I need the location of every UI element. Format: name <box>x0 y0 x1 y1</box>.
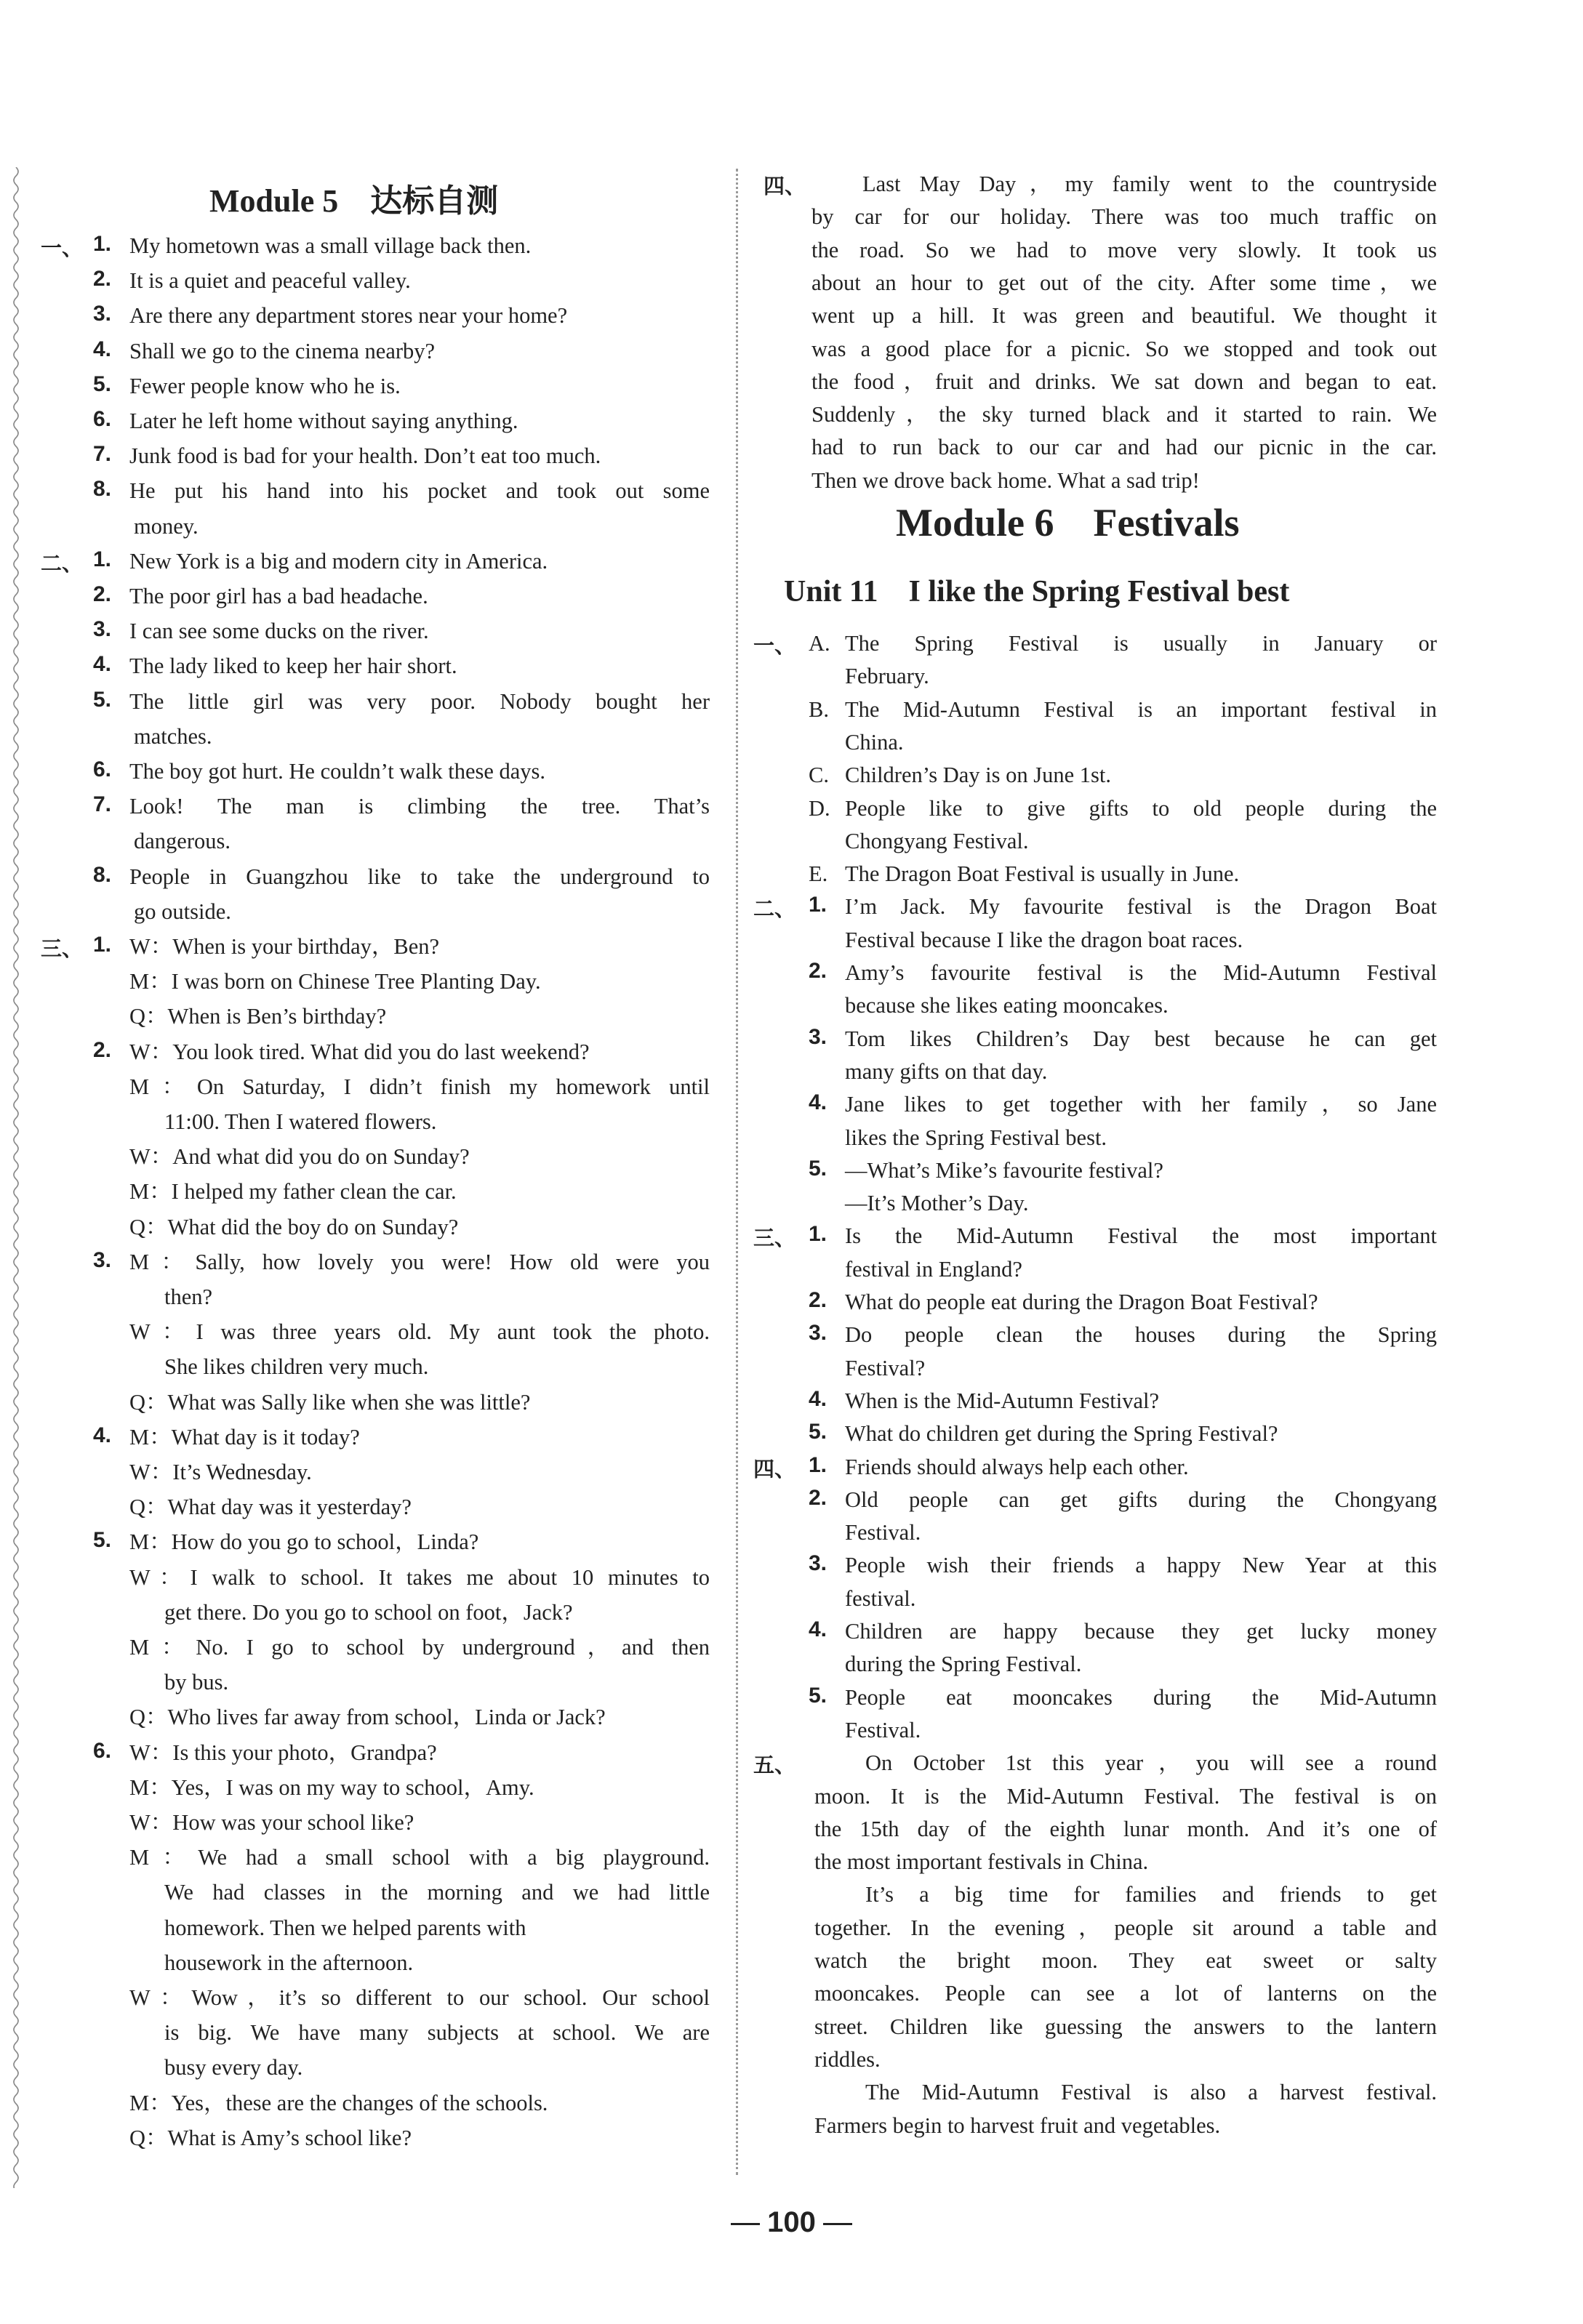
s3-dialog-line: Q：What did the boy do on Sunday? <box>129 1214 459 1239</box>
s1-line: Later he left home without saying anything. <box>129 409 518 433</box>
s1-line: My hometown was a small village back then. <box>129 233 532 258</box>
s1-num: 3. <box>93 302 112 326</box>
binding-edge-decoration <box>10 167 22 2188</box>
r1-line: The Dragon Boat Festival is usually in June. <box>845 861 1240 887</box>
s3-dialog-line: W：How was your school like? <box>129 1810 414 1835</box>
r5-line: moon. It is the Mid-Autumn Festival. The festival is on <box>814 1783 1437 1809</box>
s1-mark: 一、 <box>41 236 84 260</box>
s3-dialog-line: busy every day. <box>164 2055 303 2080</box>
s2-line: New York is a big and modern city in America. <box>129 548 548 574</box>
s3-dialog-line: W：I was three years old. My aunt took the photo. <box>129 1319 710 1345</box>
r-prev4-line: by car for our holiday. There was too much traffic on <box>811 204 1437 230</box>
s3-num: 5. <box>93 1528 112 1553</box>
r1-num: E. <box>809 861 828 887</box>
s2-line: People in Guangzhou like to take the underground to <box>129 864 710 889</box>
r5-line: mooncakes. People can see a lot of lanterns on the <box>814 1981 1437 2006</box>
s2-mark: 二、 <box>41 550 84 576</box>
s2-line: The lady liked to keep her hair short. <box>129 654 457 679</box>
r5-line: Farmers begin to harvest fruit and vegetables. <box>814 2112 1221 2138</box>
s3-dialog-line: M：I was born on Chinese Tree Planting Day. <box>129 969 541 994</box>
s2-num: 2. <box>93 582 112 606</box>
r4-num: 5. <box>809 1683 827 1708</box>
r2-line: Tom likes Children’s Day best because he can get <box>845 1026 1437 1051</box>
s2-num: 8. <box>93 862 112 887</box>
s1-num: 6. <box>93 407 112 431</box>
s3-dialog-line: W：And what did you do on Sunday? <box>129 1144 470 1170</box>
r3-line: festival in England? <box>845 1256 1022 1282</box>
r1-line: China. <box>845 729 904 755</box>
s3-dialog-line: W：Wow，it’s so different to our school. Our school <box>129 1985 710 2010</box>
module5-title-text: Module 5 <box>209 183 339 219</box>
s1-num: 8. <box>93 477 112 502</box>
s3-dialog-line: is big. We have many subjects at school. We are <box>164 2020 710 2046</box>
s3-dialog-line: homework. Then we helped parents with <box>164 1915 526 1940</box>
r2-line: I’m Jack. My favourite festival is the Dragon Boat <box>845 894 1437 920</box>
r2-line: Jane likes to get together with her family，so Jane <box>845 1092 1437 1117</box>
r-prev4-line: Suddenly，the sky turned black and it started to rain. We <box>811 402 1437 427</box>
s3-num: 4. <box>93 1423 112 1447</box>
column-divider <box>736 169 738 2175</box>
s3-dialog-line: M：No. I go to school by underground，and then <box>129 1635 710 1660</box>
r2-line: —What’s Mike’s favourite festival? <box>845 1157 1163 1183</box>
s3-dialog-line: M：I helped my father clean the car. <box>129 1179 457 1205</box>
r1-line: People like to give gifts to old people during the <box>845 795 1437 821</box>
s2-line: I can see some ducks on the river. <box>129 619 429 644</box>
s3-dialog-line: W：I walk to school. It takes me about 10 minutes to <box>129 1564 710 1590</box>
s2-num: 1. <box>93 547 112 571</box>
s2-line: The little girl was very poor. Nobody bought her <box>129 688 710 714</box>
r4-mark: 四、 <box>753 1456 796 1481</box>
r-prev4-line: had to run back to our car and had our picnic in the car. <box>811 435 1437 460</box>
s3-dialog-line: M：Yes，these are the changes of the schools. <box>129 2090 548 2115</box>
r2-line: because she likes eating mooncakes. <box>845 993 1169 1018</box>
r4-num: 1. <box>809 1452 827 1477</box>
page-footer <box>0 2206 1583 2239</box>
r2-line: Amy’s favourite festival is the Mid-Autumn Festival <box>845 960 1437 985</box>
s3-num: 1. <box>93 933 112 957</box>
s2-num: 6. <box>93 757 112 781</box>
s3-dialog-line: Q：What was Sally like when she was little? <box>129 1389 531 1415</box>
r1-line: The Mid-Autumn Festival is an important festival in <box>845 696 1437 722</box>
module6-title: Module 6 Festivals <box>896 501 1240 544</box>
s2-line: The poor girl has a bad headache. <box>129 584 428 608</box>
r1-line: February. <box>845 664 929 689</box>
s2-num: 4. <box>93 652 112 677</box>
footer-dash-right <box>823 2223 852 2225</box>
s3-dialog-line: W：Is this your photo，Grandpa? <box>129 1740 437 1765</box>
r-prev4-line: Then we drove back home. What a sad trip! <box>811 467 1200 493</box>
s1-line: Shall we go to the cinema nearby? <box>129 338 436 363</box>
s1-num: 7. <box>93 442 112 467</box>
r-prev4-mark: 四、 <box>764 174 806 198</box>
s3-dialog-line: get there. Do you go to school on foot，Jack? <box>164 1599 573 1625</box>
s3-dialog-line: Q：What is Amy’s school like? <box>129 2125 412 2150</box>
r3-num: 5. <box>809 1420 827 1444</box>
r2-line: likes the Spring Festival best. <box>845 1125 1107 1150</box>
r4-num: 2. <box>809 1485 827 1510</box>
r5-line: The Mid-Autumn Festival is also a harvest festival. <box>865 2080 1437 2105</box>
r3-num: 1. <box>809 1222 827 1247</box>
s3-dialog-line: Q：What day was it yesterday? <box>129 1495 412 1520</box>
r3-line: When is the Mid-Autumn Festival? <box>845 1388 1160 1413</box>
r4-line: People wish their friends a happy New Year at this <box>845 1553 1437 1578</box>
r-prev4-line: went up a hill. It was green and beautiful. We thought it <box>811 303 1437 329</box>
r5-line: It’s a big time for families and friends to get <box>865 1882 1437 1907</box>
s3-dialog-line: We had classes in the morning and we had little <box>164 1880 710 1905</box>
s3-dialog-line: M：Yes，I was on my way to school，Amy. <box>129 1774 534 1800</box>
r2-num: 3. <box>809 1024 827 1049</box>
r3-num: 2. <box>809 1288 827 1312</box>
r3-num: 4. <box>809 1386 827 1411</box>
r1-num: D. <box>809 795 830 821</box>
s3-dialog-line: 11:00. Then I watered flowers. <box>164 1109 437 1134</box>
s3-dialog-line: M：We had a small school with a big playground. <box>129 1845 710 1870</box>
r4-line: during the Spring Festival. <box>845 1652 1082 1677</box>
r5-mark: 五、 <box>753 1753 796 1778</box>
module5-title <box>209 174 498 221</box>
s3-dialog-line: W：You look tired. What did you do last weekend? <box>129 1039 590 1064</box>
s3-dialog-line: Q：When is Ben’s birthday? <box>129 1004 387 1029</box>
unit11-title: Unit 11 I like the Spring Festival best <box>784 575 1290 608</box>
module5-subtitle: 达标自测 <box>370 182 499 220</box>
r2-line: many gifts on that day. <box>845 1058 1048 1084</box>
r2-num: 5. <box>809 1156 827 1181</box>
s1-num: 1. <box>93 232 112 256</box>
s3-num: 2. <box>93 1037 112 1062</box>
r4-line: Festival. <box>845 1520 921 1545</box>
s3-dialog-line: M：Sally, how lovely you were! How old were you <box>129 1249 710 1274</box>
s1-line: Junk food is bad for your health. Don’t eat too much. <box>129 443 601 469</box>
r3-mark: 三、 <box>753 1226 796 1251</box>
s3-num: 3. <box>93 1247 112 1272</box>
s3-num: 6. <box>93 1738 112 1763</box>
r-prev4-line: the food，fruit and drinks. We sat down and began to eat. <box>811 369 1437 394</box>
r2-num: 4. <box>809 1090 827 1115</box>
r4-num: 3. <box>809 1551 827 1576</box>
s2-line: dangerous. <box>134 829 231 854</box>
r4-line: Friends should always help each other. <box>845 1454 1189 1479</box>
r5-line: riddles. <box>814 2046 881 2072</box>
s1-num: 5. <box>93 371 112 396</box>
r1-line: The Spring Festival is usually in January or <box>845 631 1437 656</box>
r3-line: Do people clean the houses during the Spring <box>845 1322 1437 1348</box>
s1-line: money. <box>134 513 199 539</box>
s2-line: The boy got hurt. He couldn’t walk these days. <box>129 759 546 784</box>
r4-line: Children are happy because they get lucky money <box>845 1619 1437 1644</box>
s3-dialog-line: then? <box>164 1284 213 1309</box>
r5-line: the 15th day of the eighth lunar month. And it’s one of <box>814 1816 1437 1841</box>
r1-line: Chongyang Festival. <box>845 828 1029 853</box>
s1-line: Fewer people know who he is. <box>129 373 401 398</box>
r2-line: Festival because I like the dragon boat races. <box>845 927 1243 952</box>
s3-dialog-line: M：How do you go to school，Linda? <box>129 1529 479 1555</box>
r4-line: People eat mooncakes during the Mid-Autumn <box>845 1684 1437 1710</box>
r3-line: Is the Mid-Autumn Festival the most important <box>845 1223 1437 1249</box>
r4-line: festival. <box>845 1585 916 1611</box>
r4-line: Old people can get gifts during the Chongyang <box>845 1487 1437 1512</box>
r5-line: On October 1st this year，you will see a round <box>865 1750 1437 1776</box>
s2-num: 5. <box>93 687 112 712</box>
s1-line: Are there any department stores near your home? <box>129 303 568 329</box>
s1-line: It is a quiet and peaceful valley. <box>129 268 411 294</box>
r-prev4-line: Last May Day，my family went to the countryside <box>862 172 1437 196</box>
s3-dialog-line: Q：Who lives far away from school，Linda or Jack? <box>129 1705 606 1730</box>
s3-dialog-line: W：It’s Wednesday. <box>129 1460 312 1484</box>
s2-num: 7. <box>93 792 112 817</box>
s3-dialog-line: W：When is your birthday，Ben? <box>129 934 440 959</box>
r2-num: 2. <box>809 959 827 983</box>
s2-line: matches. <box>134 723 212 749</box>
r1-num: C. <box>809 763 829 788</box>
r4-num: 4. <box>809 1617 827 1641</box>
r3-line: What do children get during the Spring Festival? <box>845 1421 1278 1447</box>
r1-mark: 一、 <box>753 633 796 658</box>
r5-line: watch the bright moon. They eat sweet or salty <box>814 1948 1437 1973</box>
r5-line: together. In the evening，people sit around a table and <box>814 1915 1437 1940</box>
r3-line: Festival? <box>845 1355 926 1380</box>
s2-num: 3. <box>93 617 112 642</box>
s1-line: He put his hand into his pocket and took out some <box>129 478 710 504</box>
s3-dialog-line: by bus. <box>164 1670 229 1695</box>
r1-num: B. <box>809 696 829 722</box>
s3-dialog-line: M：On Saturday, I didn’t finish my homework until <box>129 1074 710 1099</box>
r-prev4-line: the road. So we had to move very slowly. It took us <box>811 237 1437 262</box>
s3-mark: 三、 <box>41 936 84 961</box>
s1-num: 2. <box>93 267 112 291</box>
r1-line: Children’s Day is on June 1st. <box>845 763 1111 788</box>
r1-num: A. <box>809 631 830 656</box>
r3-num: 3. <box>809 1321 827 1346</box>
r2-mark: 二、 <box>753 896 796 922</box>
s3-dialog-line: M：What day is it today? <box>129 1424 360 1450</box>
r5-line: street. Children like guessing the answers to the lantern <box>814 2014 1437 2039</box>
s1-num: 4. <box>93 337 112 361</box>
r5-line: the most important festivals in China. <box>814 1849 1149 1875</box>
s2-line: go outside. <box>134 898 231 924</box>
r4-line: Festival. <box>845 1717 921 1742</box>
footer-dash-left <box>731 2223 760 2225</box>
s2-line: Look! The man is climbing the tree. That’s <box>129 794 710 819</box>
r-prev4-line: was a good place for a picnic. So we stopped and took out <box>811 336 1437 361</box>
s3-dialog-line: housework in the afternoon. <box>164 1950 414 1975</box>
s3-dialog-line: She likes children very much. <box>164 1354 429 1380</box>
r2-num: 1. <box>809 893 827 917</box>
r3-line: What do people eat during the Dragon Boat Festival? <box>845 1290 1318 1314</box>
r2-line: —It’s Mother’s Day. <box>845 1191 1029 1216</box>
page-number: 100 <box>767 2206 816 2238</box>
r-prev4-line: about an hour to get out of the city. After some time，we <box>811 270 1437 295</box>
